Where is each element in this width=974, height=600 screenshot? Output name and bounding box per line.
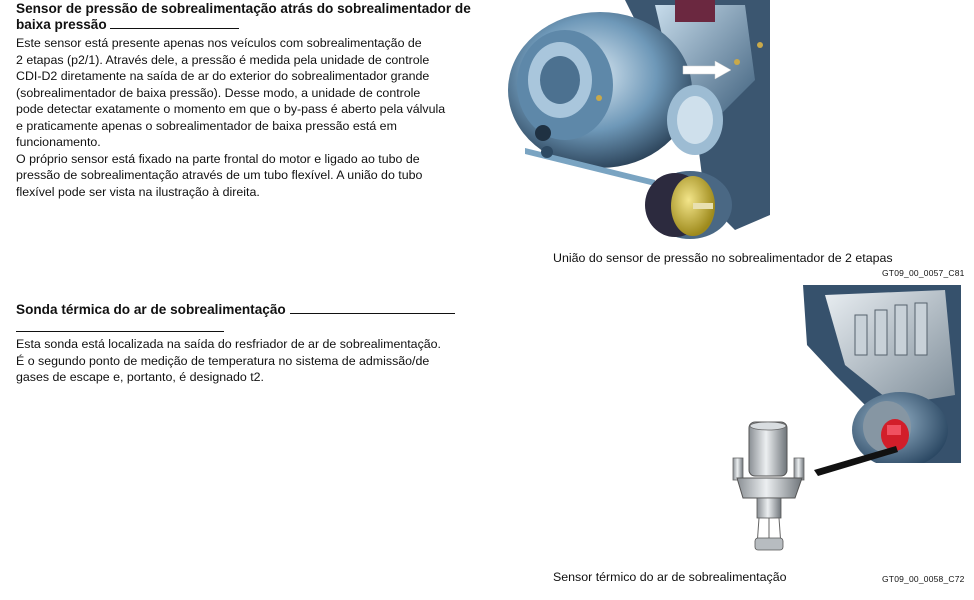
paragraph-line: gases de escape e, portanto, é designado t2. [16,370,264,384]
title-underline [110,27,239,29]
section1-title-line2: baixa pressão [16,17,107,32]
paragraph-line: pode detectar exatamente o momento em que o by-pass é aberto pela válvula [16,102,446,116]
section1-title [16,1,471,33]
pointer-arrow [810,440,900,480]
figure1-code: GT09_00_0057_C81 [882,268,965,278]
figure2-caption: Sensor térmico do ar de sobrealimentação [553,570,787,584]
paragraph-line: Este sensor está presente apenas nos veículos com sobrealimentação de [16,36,422,50]
temperature-sensor-illustration [727,418,812,558]
turbocharger-illustration [505,0,770,248]
paragraph-line: 2 etapas (p2/1). Através dele, a pressão é medida pela unidade de controle [16,52,430,67]
paragraph-line: O próprio sensor está fixado na parte frontal do motor e ligado ao tubo de [16,151,420,166]
paragraph-line: CDI-D2 diretamente na saída de ar do exterior do sobrealimentador grande [16,69,430,83]
figure2-code: GT09_00_0058_C72 [882,574,965,584]
section1-title-line1: Sensor de pressão de sobrealimentação atrás do sobrealimentador de [16,1,471,16]
section2-title-row [16,302,455,318]
paragraph-line: flexível pode ser vista na ilustração à direita. [16,184,260,199]
figure1-caption: União do sensor de pressão no sobrealimentador de 2 etapas [553,251,893,265]
section2-title: Sonda térmica do ar de sobrealimentação [16,302,286,317]
engine-illustration [795,285,961,463]
paragraph-line: pressão de sobrealimentação através de um tubo flexível. A união do tubo [16,168,423,182]
section1-paragraph [16,35,486,200]
title-underline [290,312,455,314]
section2-paragraph [16,336,496,386]
paragraph-line: É o segundo ponto de medição de temperatura no sistema de admissão/de [16,353,430,368]
section-divider [16,331,224,332]
paragraph-line: e praticamente apenas o sobrealimentador de baixa pressão está em [16,118,397,133]
paragraph-line: funcionamento. [16,135,101,149]
paragraph-line: Esta sonda está localizada na saída do resfriador de ar de sobrealimentação. [16,337,441,351]
paragraph-line: (sobrealimentador de baixa pressão). Desse modo, a unidade de controle [16,85,421,100]
